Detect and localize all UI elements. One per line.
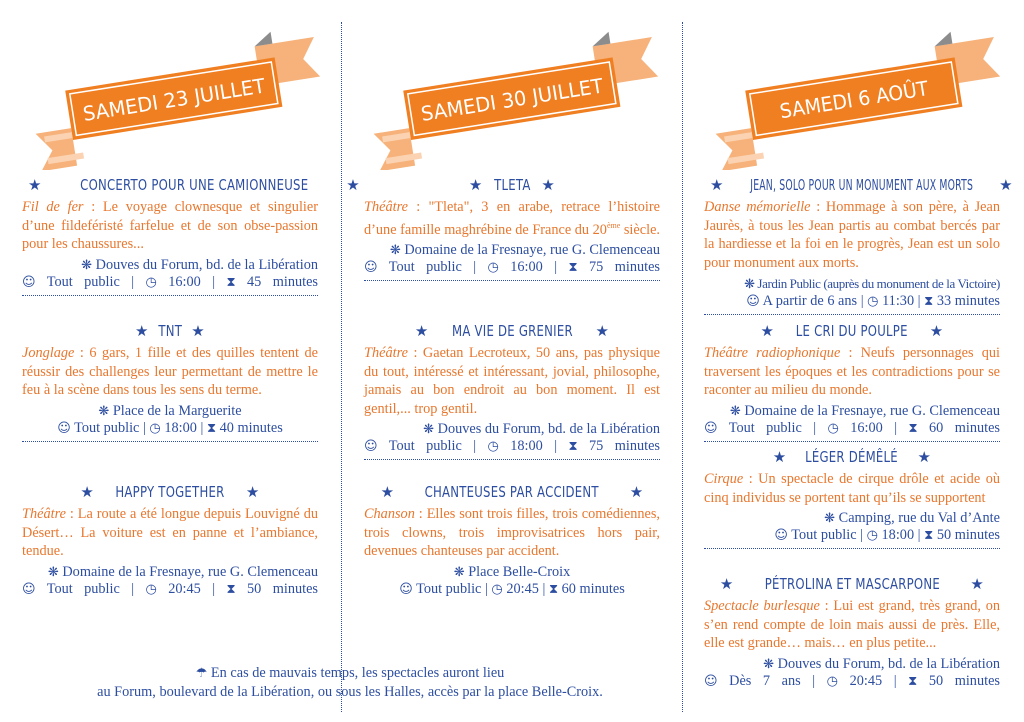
dotted-separator <box>22 441 318 442</box>
column-samedi-30-juillet <box>364 0 660 722</box>
event-info: ☺ Tout public | ◷ 16:00 | ⧗ 75 minutes <box>364 258 660 275</box>
clock-icon: ◷ <box>145 581 157 597</box>
event-title: ★ CHANTEUSES PAR ACCIDENT ★ <box>380 483 644 501</box>
snowflake-icon: ❋ <box>763 656 775 672</box>
event-info: ☺ Tout public | ◷ 16:00 | ⧗ 45 minutes <box>22 273 318 290</box>
star-icon: ★ <box>468 176 483 194</box>
event-genre: Théâtre radiophonique <box>704 345 841 361</box>
snowflake-icon: ❋ <box>453 564 465 580</box>
event-genre: Cirque <box>704 471 744 487</box>
event-title: ★ JEAN, SOLO POUR UN MONUMENT AUX MORTS ★ <box>710 176 1013 194</box>
event-title: ★ PÉTROLINA ET MASCARPONE ★ <box>719 575 985 593</box>
star-icon: ★ <box>414 322 429 340</box>
star-icon: ★ <box>719 575 734 593</box>
dotted-separator <box>704 548 1000 549</box>
umbrella-icon: ☂ <box>195 666 208 681</box>
hourglass-icon: ⧗ <box>908 420 918 436</box>
snowflake-icon: ❋ <box>729 403 741 419</box>
event-genre: Danse mémorielle <box>704 199 811 215</box>
smiley-icon: ☺ <box>22 274 36 290</box>
date-banner <box>704 0 1004 170</box>
event-info: ☺ Tout public | ◷ 18:00 | ⧗ 50 minutes <box>774 527 1000 543</box>
event-info: ☺ Tout public | ◷ 18:00 | ⧗ 40 minutes <box>57 419 283 436</box>
event-description: Théâtre : La route a été longue depuis Louvigné du Désert… La voiture est en panne et l’ambiance, tendue. <box>22 506 318 559</box>
event-location: ❋ Place Belle-Croix <box>453 563 571 580</box>
hourglass-icon: ⧗ <box>548 581 559 597</box>
event-location: ❋ Douves du Forum, bd. de la Libération <box>763 655 1000 672</box>
date-label: SAMEDI 23 JUILLET <box>81 72 273 126</box>
event-card <box>22 320 318 442</box>
event-title: ★ HAPPY TOGETHER ★ <box>80 483 260 501</box>
event-info: ☺ Tout public | ◷ 18:00 | ⧗ 75 minutes <box>364 438 660 454</box>
snowflake-icon: ❋ <box>423 422 435 437</box>
hourglass-icon: ⧗ <box>924 294 934 309</box>
event-description: Jonglage : 6 gars, 1 fille et des quilles tentent de réussir des challenges leur permettant de mettre le feu à la scène dans tous les sens du terme. <box>22 345 318 398</box>
event-genre: Théâtre <box>364 345 408 361</box>
star-icon: ★ <box>28 176 42 194</box>
star-icon: ★ <box>380 483 395 501</box>
hourglass-icon: ⧗ <box>924 528 934 543</box>
date-banner <box>22 0 322 170</box>
event-location: ❋ Douves du Forum, bd. de la Libération <box>423 421 660 437</box>
star-icon: ★ <box>929 322 944 340</box>
star-icon: ★ <box>917 448 932 466</box>
clock-icon: ◷ <box>487 259 499 275</box>
event-genre: Théâtre <box>364 199 408 215</box>
star-icon: ★ <box>80 483 95 501</box>
event-location: ❋ Domaine de la Fresnaye, rue G. Clemenceau <box>389 241 660 258</box>
event-title: ★ LÉGER DÉMÊLÉ ★ <box>772 448 932 466</box>
event-card <box>22 481 318 598</box>
event-card <box>364 174 660 281</box>
event-card <box>364 320 660 460</box>
star-icon: ★ <box>710 176 724 194</box>
event-description: Danse mémorielle : Hommage à son père, à Jean Jaurès, à tous les Jean partis au combat bercés par la hardiesse et la foi en le progrès, Jean est un solo pour monument aux morts. <box>704 199 1001 271</box>
clock-icon: ◷ <box>867 294 879 309</box>
event-description: Théâtre : "Tleta", 3 en arabe, retrace l’histoire d’une famille maghrébine de France du 20ème siècle. <box>364 199 660 238</box>
event-genre: Fil de fer <box>22 199 84 215</box>
date-label: SAMEDI 6 AOÛT <box>778 74 940 124</box>
event-description: Théâtre : Gaetan Lecroteux, 50 ans, pas physique du tout, intéressé et intéressant, jovial, philosophe, jamais au bon endroit au bon moment. Il est gentil,... trop gentil. <box>364 345 660 417</box>
column-divider <box>341 22 342 712</box>
snowflake-icon: ❋ <box>98 403 110 419</box>
weather-notice-line1: ☂ En cas de mauvais temps, les spectacles auront lieu <box>195 665 505 681</box>
star-icon: ★ <box>772 448 787 466</box>
event-title: ★ CONCERTO POUR UNE CAMIONNEUSE ★ <box>28 176 360 194</box>
smiley-icon: ☺ <box>57 420 71 436</box>
star-icon: ★ <box>135 322 149 340</box>
weather-notice-line2: au Forum, boulevard de la Libération, ou sous les Halles, accès par la place Belle-Croix. <box>97 684 603 700</box>
clock-icon: ◷ <box>826 673 839 689</box>
smiley-icon: ☺ <box>399 581 413 597</box>
event-info: ☺ Tout public | ◷ 20:45 | ⧗ 50 minutes <box>22 580 318 597</box>
smiley-icon: ☺ <box>22 581 36 597</box>
snowflake-icon: ❋ <box>824 511 836 526</box>
star-icon: ★ <box>541 176 556 194</box>
dotted-separator <box>364 459 660 460</box>
event-location: ❋ Douves du Forum, bd. de la Libération <box>81 256 318 273</box>
event-info: ☺ Tout public | ◷ 16:00 | ⧗ 60 minutes <box>704 419 1000 436</box>
event-description: Spectacle burlesque : Lui est grand, très grand, on s’en rend compte de loin mais aussi de près. Elle, elle est grande… mais… en plus petite... <box>704 598 1001 651</box>
event-description: Fil de fer : Le voyage clownesque et singulier d’une fildeféristé farfelue et de son obse-passion pour les chaussures... <box>22 199 319 252</box>
event-card <box>22 174 360 296</box>
column-divider <box>682 22 683 712</box>
hourglass-icon: ⧗ <box>568 259 578 275</box>
snowflake-icon: ❋ <box>81 257 93 273</box>
star-icon: ★ <box>245 483 260 501</box>
event-genre: Chanson <box>364 506 415 522</box>
clock-icon: ◷ <box>827 420 839 436</box>
event-location: ❋ Camping, rue du Val d’Ante <box>824 510 1000 526</box>
event-location: ❋ Domaine de la Fresnaye, rue G. Clemenceau <box>729 402 1000 419</box>
hourglass-icon: ⧗ <box>226 581 236 597</box>
event-title: ★ MA VIE DE GRENIER ★ <box>414 322 610 340</box>
hourglass-icon: ⧗ <box>568 439 578 454</box>
event-title: ★ TNT ★ <box>135 322 205 340</box>
column-samedi-6-aout <box>704 0 1013 722</box>
smiley-icon: ☺ <box>364 259 378 275</box>
smiley-icon: ☺ <box>704 420 718 436</box>
star-icon: ★ <box>970 575 985 593</box>
event-description: Théâtre radiophonique : Neufs personnages qui traversent les époques et les contradictions pour se raconter au milieu du monde. <box>704 345 1000 398</box>
event-description: Chanson : Elles sont trois filles, trois comédiennes, trois clowns, trois improvisatrices hors pair, devenues chanteuses par accident. <box>364 506 660 559</box>
event-info: ☺ Dès 7 ans | ◷ 20:45 | ⧗ 50 minutes <box>704 672 1000 689</box>
smiley-icon: ☺ <box>364 439 378 454</box>
event-location: ❋ Domaine de la Fresnaye, rue G. Clemenceau <box>47 563 318 580</box>
snowflake-icon: ❋ <box>389 242 401 258</box>
star-icon: ★ <box>629 483 644 501</box>
event-card <box>704 573 1000 690</box>
smiley-icon: ☺ <box>704 673 718 689</box>
clock-icon: ◷ <box>491 581 503 597</box>
event-info: ☺ A partir de 6 ans | ◷ 11:30 | ⧗ 33 minutes <box>746 293 1000 309</box>
date-banner <box>364 0 664 170</box>
dotted-separator <box>704 314 1000 315</box>
star-icon: ★ <box>999 176 1013 194</box>
smiley-icon: ☺ <box>746 294 760 309</box>
event-card <box>364 481 660 598</box>
event-card <box>704 174 1013 315</box>
hourglass-icon: ⧗ <box>226 274 236 290</box>
clock-icon: ◷ <box>149 420 161 436</box>
star-icon: ★ <box>346 176 360 194</box>
snowflake-icon: ❋ <box>47 564 59 580</box>
event-card <box>704 446 1000 549</box>
date-label: SAMEDI 30 JUILLET <box>419 72 611 126</box>
event-description: Cirque : Un spectacle de cirque drôle et acide où cinq individus se portent tant qu’ils se supportent <box>704 471 1000 506</box>
hourglass-icon: ⧗ <box>206 420 217 436</box>
dotted-separator <box>364 280 660 281</box>
event-genre: Jonglage <box>22 345 75 361</box>
dotted-separator <box>22 295 318 296</box>
smiley-icon: ☺ <box>774 528 788 543</box>
event-genre: Théâtre <box>22 506 66 522</box>
event-title: ★ LE CRI DU POULPE ★ <box>760 322 944 340</box>
event-location: ❋ Jardin Public (auprès du monument de la Victoire) <box>744 276 1000 292</box>
dotted-separator <box>704 441 1000 442</box>
weather-notice <box>30 664 670 701</box>
clock-icon: ◷ <box>145 274 157 290</box>
star-icon: ★ <box>760 322 775 340</box>
clock-icon: ◷ <box>866 528 878 543</box>
hourglass-icon: ⧗ <box>908 673 918 689</box>
event-genre: Spectacle burlesque <box>704 598 820 614</box>
clock-icon: ◷ <box>487 439 499 454</box>
snowflake-icon: ❋ <box>744 277 755 292</box>
star-icon: ★ <box>191 322 205 340</box>
event-title: ★ TLETA ★ <box>468 176 556 194</box>
event-card <box>704 320 1000 442</box>
star-icon: ★ <box>595 322 610 340</box>
event-location: ❋ Place de la Marguerite <box>98 402 242 419</box>
event-info: ☺ Tout public | ◷ 20:45 | ⧗ 60 minutes <box>399 580 625 597</box>
